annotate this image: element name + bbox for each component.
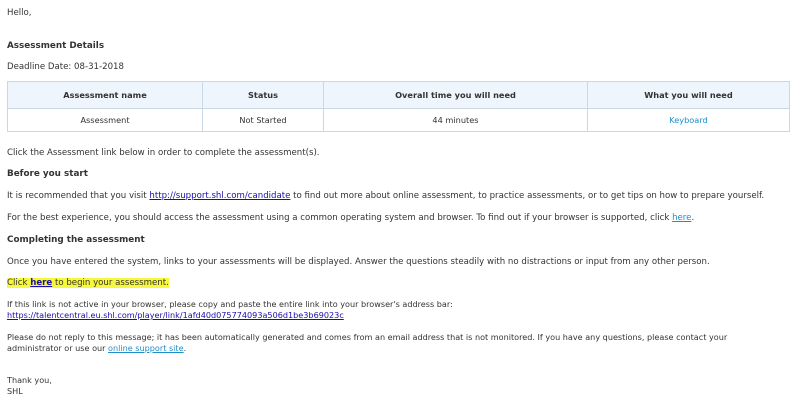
footer-line-2: administrator or use our online support site. — [7, 343, 187, 353]
assessment-url-link[interactable]: https://talentcentral.eu.shl.com/player/link/1afd40d075774093a506d1be3b69023c — [7, 310, 344, 320]
browser-check-link[interactable]: here — [672, 213, 692, 223]
fallback-instructions: If this link is not active in your browser, please copy and paste the entire link into your browser's address bar: — [7, 299, 453, 309]
assessment-table — [7, 81, 790, 132]
col-header-assessment-name: Assessment name — [8, 82, 203, 109]
completing-heading: Completing the assessment — [7, 235, 145, 245]
signoff-thanks: Thank you, — [7, 375, 52, 385]
click-here-line — [7, 278, 169, 288]
col-header-what-you-need: What you will need — [588, 82, 790, 109]
col-header-overall-time: Overall time you will need — [324, 82, 588, 109]
greeting: Hello, — [7, 8, 32, 18]
cell-what-you-need: Keyboard — [588, 109, 790, 132]
footer-line-1: Please do not reply to this message; it has been automatically generated and comes from an email address that is not monitored. If you have any questions, please contact your — [7, 332, 728, 342]
table-row — [8, 109, 790, 132]
support-link[interactable]: http://support.shl.com/candidate — [149, 191, 291, 201]
begin-assessment-link[interactable]: here — [30, 278, 53, 288]
click-here-highlight: Click here to begin your assessment. — [7, 278, 169, 288]
col-header-status: Status — [203, 82, 324, 109]
assessment-details-heading: Assessment Details — [7, 41, 105, 51]
online-support-link[interactable]: online support site — [108, 343, 184, 353]
intro-text: Click the Assessment link below in order to complete the assessment(s). — [7, 148, 320, 158]
table-header-row — [8, 82, 790, 109]
completing-paragraph: Once you have entered the system, links to your assessments will be displayed. Answer the questions steadily with no distractions or input from any other person. — [7, 257, 710, 267]
before-paragraph-2: For the best experience, you should access the assessment using a common operating system and browser. To find out if your browser is supported, click here. — [7, 213, 695, 223]
deadline-date: Deadline Date: 08-31-2018 — [7, 62, 124, 72]
signoff-sender: SHL — [7, 386, 23, 396]
before-paragraph-1: It is recommended that you visit http://support.shl.com/candidate to find out more about online assessment, to practice assessments, or to get tips on how to prepare yourself. — [7, 191, 765, 201]
cell-status: Not Started — [203, 109, 324, 132]
cell-overall-time: 44 minutes — [324, 109, 588, 132]
fallback-url-line — [7, 310, 344, 320]
before-you-start-heading: Before you start — [7, 169, 88, 179]
cell-assessment-name: Assessment — [8, 109, 203, 132]
